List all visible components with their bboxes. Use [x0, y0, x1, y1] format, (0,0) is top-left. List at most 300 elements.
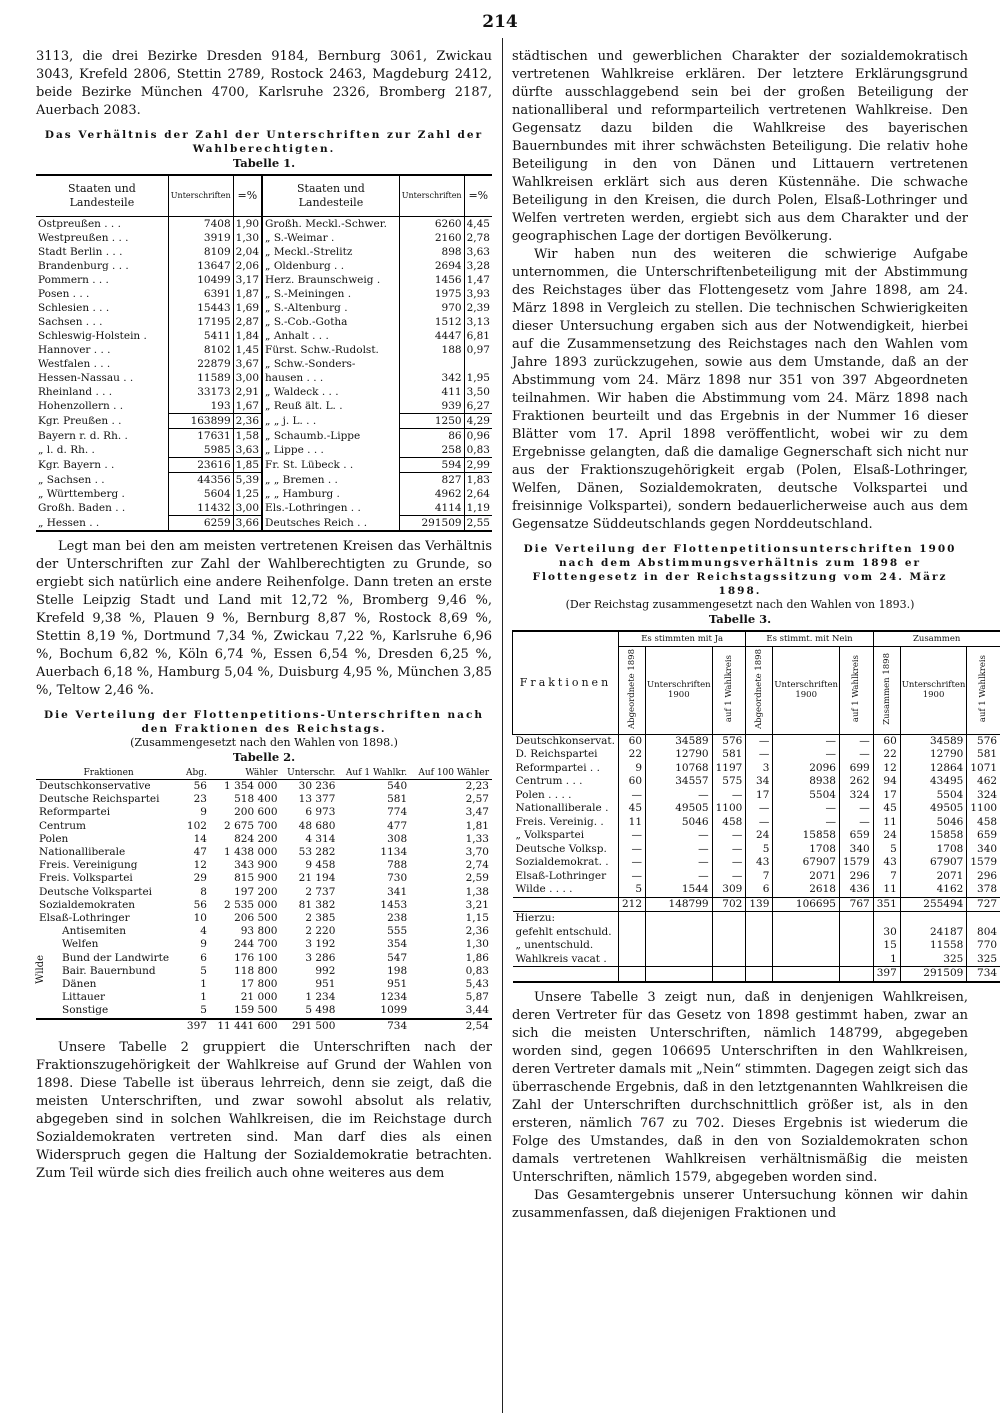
state-name: „ S.-Cob.-Gotha	[262, 315, 399, 329]
t3-cell: —	[746, 816, 773, 830]
t3-final-cell: 397	[873, 967, 900, 982]
t3-cell: Polen . . . .	[515, 788, 572, 801]
table-row	[36, 399, 492, 414]
t3-cell: 11	[873, 883, 900, 897]
t3-empty-cell	[712, 926, 746, 940]
state-name: Fr. St. Lübeck . .	[262, 458, 399, 473]
t3-sub-abg-2: Abgeordnete 1898	[754, 649, 765, 729]
state-name: Rheinland . . .	[38, 386, 113, 398]
t3-empty-cell	[839, 939, 873, 953]
t3-cell: Wahlkreis vacat .	[515, 952, 607, 965]
t3-cell: 22	[873, 748, 900, 762]
t3-cell: 60	[618, 775, 645, 789]
t2-cell: Dänen	[62, 978, 97, 991]
signatures: 6260	[399, 217, 464, 232]
state-name: „ Schw.-Sonders-	[262, 357, 399, 371]
t3-cell: 378	[967, 883, 1000, 897]
state-name: Brandenburg . . .	[38, 260, 129, 272]
t2-cell: 5,87	[465, 991, 489, 1004]
t3-cell: —	[712, 856, 746, 870]
state-name: hausen . . .	[262, 371, 399, 385]
intro-paragraph: 3113, die drei Bezirke Dresden 9184, Bernburg 3061, Zwickau 3043, Krefeld 2806, Stettin 2789, Rostock 2463, Magdeburg 2412, beide Bezirke München 4700, Karlsruhe 2326, Bromberg 2187, Auerbach 2083.	[36, 49, 492, 118]
table-row	[513, 802, 1000, 816]
table-row	[36, 357, 492, 371]
table-row	[513, 816, 1000, 830]
t3-empty-cell	[873, 912, 900, 926]
t3-empty-cell	[773, 912, 840, 926]
table-row	[36, 287, 492, 301]
t3-cell: 12	[873, 762, 900, 776]
t3-sum-cell: 702	[712, 897, 746, 912]
t2-cell: 197 200	[234, 885, 278, 898]
table-row	[36, 952, 492, 965]
t3-empty-cell	[618, 939, 645, 953]
percent: 1,47	[464, 273, 492, 287]
signatures: 6391	[168, 287, 233, 301]
t3-cell: 24	[746, 829, 773, 843]
t3-cell: 659	[839, 829, 873, 843]
state-name: Stadt Berlin . . .	[38, 246, 123, 258]
state-name: „ „ j. L. . .	[262, 414, 399, 429]
percent: 6,27	[464, 399, 492, 414]
state-name: „ Waldeck . . .	[262, 385, 399, 399]
t2-cell: 1	[200, 978, 207, 991]
t3-cell: 5504	[900, 789, 967, 803]
table3-caption: Die Verteilung der Flottenpetitionsunterschriften 1900 nach dem Abstimmungsverhältnis zum 1898 er Flottengesetz in der Reichstagssitzung vom 24. März 1898.	[523, 543, 957, 597]
table2-subtitle: (Zusammengesetzt nach den Wahlen von 1898.)	[130, 736, 398, 749]
signatures: 11589	[168, 371, 233, 385]
t3-cell: —	[839, 816, 873, 830]
t2-cell: 581	[387, 793, 408, 806]
t3-cell: 94	[873, 775, 900, 789]
t3-cell: —	[646, 789, 713, 803]
t2-cell: 2,74	[465, 859, 489, 872]
signatures: 970	[399, 301, 464, 315]
t3-empty-cell	[900, 912, 967, 926]
t2-cell: 102	[186, 819, 207, 832]
t3-empty-cell	[618, 926, 645, 940]
t2-header: Fraktionen	[36, 768, 181, 780]
t3-sub-auf-3: auf 1 Wahlkreis	[978, 655, 989, 723]
table-row	[513, 856, 1000, 870]
t3-empty-cell	[712, 912, 746, 926]
t3-cell: 340	[839, 843, 873, 857]
t2-cell: Antisemiten Wilde	[35, 925, 127, 985]
state-name: Herz. Braunschweig .	[262, 273, 399, 287]
percent: 2,99	[464, 458, 492, 473]
t2-cell: 951	[315, 978, 336, 991]
signatures: 1975	[399, 287, 464, 301]
t3-cell: —	[712, 843, 746, 857]
table-row	[36, 1004, 492, 1018]
table-row	[36, 846, 492, 859]
t2-cell: 1 234	[305, 991, 336, 1004]
t2-cell: 2,59	[465, 872, 489, 885]
percent	[464, 357, 492, 371]
t3-cell: 576	[967, 734, 1000, 748]
state-name: „ Hessen . .	[38, 516, 100, 529]
t3-cell: „ Volkspartei	[515, 829, 585, 842]
t2-cell: 176 100	[234, 951, 278, 964]
state-name: Schleswig-Holstein .	[38, 330, 147, 342]
t2-cell: 1,15	[465, 912, 489, 925]
table-row	[36, 938, 492, 951]
signatures: 2160	[399, 231, 464, 245]
t2-cell: 2 737	[305, 885, 336, 898]
t3-empty-cell	[712, 967, 746, 982]
percent: 1,19	[464, 501, 492, 516]
t3-cell: —	[746, 802, 773, 816]
percent: 3,13	[464, 315, 492, 329]
signatures: 17195	[168, 315, 233, 329]
state-name: Schlesien . . .	[38, 302, 110, 314]
t3-cell: 15	[873, 939, 900, 953]
t2-cell: 1,38	[465, 885, 489, 898]
state-name: Deutsches Reich . .	[262, 516, 399, 532]
percent: 2,04	[233, 245, 262, 259]
t3-cell: 1544	[646, 883, 713, 897]
t3-sub-unt-1: Unterschriften 1900	[646, 647, 713, 735]
t2-cell: Bair. Bauernbund	[62, 964, 156, 977]
signatures: 4962	[399, 487, 464, 501]
t2-cell: 5	[200, 964, 207, 977]
t2-cell: 1,81	[465, 819, 489, 832]
t3-cell: —	[618, 870, 645, 884]
percent: 1,58	[233, 429, 262, 444]
t3-cell: 1071	[967, 762, 1000, 776]
percent: 0,83	[464, 443, 492, 458]
t2-cell: 3,44	[465, 1004, 489, 1017]
signatures: 8109	[168, 245, 233, 259]
signatures: 10499	[168, 273, 233, 287]
t2-cell: 1,86	[465, 951, 489, 964]
t3-empty-cell	[646, 912, 713, 926]
t3-cell: 325	[900, 953, 967, 967]
t2-cell: 5	[200, 1004, 207, 1017]
signatures: 1250	[399, 414, 464, 429]
t2-cell: Welfen	[62, 938, 99, 951]
t3-empty-cell	[839, 967, 873, 982]
table-row	[36, 414, 492, 429]
t3-cell: 262	[839, 775, 873, 789]
table-row	[36, 965, 492, 978]
paragraph-summary: Das Gesamtergebnis unserer Untersuchung können wir dahin zusammenfassen, daß diejenigen Fraktionen und	[512, 1187, 968, 1221]
t3-cell: —	[746, 748, 773, 762]
table-row	[513, 953, 1000, 967]
t2-header: Auf 100 Wähler	[410, 768, 492, 780]
t3-header-ja: Es stimmten mit Ja	[618, 631, 745, 647]
t2-cell: 774	[387, 806, 408, 819]
t3-cell: 45	[873, 802, 900, 816]
t3-cell: —	[839, 748, 873, 762]
table-1	[36, 174, 492, 532]
t2-cell: 3,21	[465, 898, 489, 911]
state-name: „ Anhalt . . .	[262, 329, 399, 343]
percent: 4,29	[464, 414, 492, 429]
t2-cell: 477	[387, 819, 408, 832]
t3-final-cell: 734	[967, 967, 1000, 982]
t3-cell: 2071	[900, 870, 967, 884]
state-name: Pommern . . .	[38, 274, 109, 286]
t2-cell: 200 600	[234, 806, 278, 819]
t2-cell: Sozialdemokraten	[39, 898, 136, 911]
t3-empty-cell	[618, 953, 645, 967]
signatures: 5985	[168, 443, 233, 458]
t2-cell: 5,43	[465, 978, 489, 991]
t2-cell: Deutsche Reichspartei	[39, 793, 160, 806]
t2-cell: 2 385	[305, 912, 336, 925]
state-name: Ostpreußen . . .	[38, 218, 121, 230]
state-name: „ „ Bremen . .	[262, 473, 399, 488]
page-number: 214	[482, 12, 518, 32]
t3-cell: 6	[746, 883, 773, 897]
table-row	[36, 912, 492, 925]
state-name: Kgr. Preußen . .	[38, 415, 122, 427]
t2-total-cell: 2,54	[410, 1019, 492, 1033]
t2-cell: 4 314	[305, 832, 336, 845]
t3-final-cell: 291509	[900, 967, 967, 982]
t2-cell: 10	[193, 912, 207, 925]
t3-cell: —	[618, 829, 645, 843]
percent: 2,78	[464, 231, 492, 245]
signatures: 11432	[168, 501, 233, 516]
t2-cell: 206 500	[234, 912, 278, 925]
percent: 2,87	[233, 315, 262, 329]
paragraph-table2-commentary: Unsere Tabelle 2 gruppiert die Unterschriften nach der Fraktionszugehörigkeit der Wahlkreise auf Grund der Wahlen von 1898. Diese Tabelle ist überaus lehrreich, denn sie zeigt, daß die meisten Unterschriften, und zwar sowohl absolut als relativ, abgegeben sind in solchen Wahlkreisen, die im Reichstage durch Sozialdemokraten vertreten sind. Man darf dies als einen Widerspruch gegen die Haltung der Sozialdemokratie betrachten. Zum Teil würde sich dies freilich auch ohne weiteres aus dem	[36, 1039, 492, 1181]
t3-cell: 4162	[900, 883, 967, 897]
t3-empty-cell	[746, 953, 773, 967]
percent: 5,39	[233, 473, 262, 488]
t3-cell: Sozialdemokrat. .	[515, 856, 609, 869]
t3-cell: „ unentschuld.	[515, 939, 594, 952]
table-row	[36, 231, 492, 245]
t2-cell: 824 200	[234, 832, 278, 845]
t3-cell: 575	[712, 775, 746, 789]
t3-cell: 296	[967, 870, 1000, 884]
percent: 0,97	[464, 343, 492, 357]
t3-cell: 12864	[900, 762, 967, 776]
signatures: 4447	[399, 329, 464, 343]
t3-cell: 5046	[900, 816, 967, 830]
t2-cell: 56	[193, 780, 207, 792]
t2-cell: 6	[200, 951, 207, 964]
wilde-group-label: Wilde	[35, 955, 46, 985]
t2-cell: 540	[387, 780, 408, 792]
table-row	[36, 429, 492, 444]
table-row	[36, 859, 492, 872]
t3-cell: Reformpartei . .	[515, 761, 600, 774]
table-row	[36, 443, 492, 458]
table-row	[513, 883, 1000, 897]
state-name: „ Schaumb.-Lippe	[262, 429, 399, 444]
t2-cell: 6 973	[305, 806, 336, 819]
t3-cell: 30	[873, 926, 900, 940]
t3-empty-cell	[773, 967, 840, 982]
t2-cell: 4	[200, 925, 207, 938]
t2-cell: 93 800	[240, 925, 278, 938]
signatures	[399, 357, 464, 371]
signatures: 188	[399, 343, 464, 357]
percent: 2,64	[464, 487, 492, 501]
table-row	[513, 734, 1000, 748]
table-row	[36, 473, 492, 488]
table-row	[513, 939, 1000, 953]
table-row	[36, 371, 492, 385]
t2-cell: 951	[387, 978, 408, 991]
t2-cell: Deutschkonservative	[39, 780, 151, 792]
table-row	[36, 329, 492, 343]
percent: 3,17	[233, 273, 262, 287]
t2-cell: 81 382	[298, 898, 336, 911]
t3-empty-cell	[773, 939, 840, 953]
t1-header-state-2: Staaten und Landesteile	[262, 175, 399, 217]
t3-cell: 581	[712, 748, 746, 762]
table-row	[513, 775, 1000, 789]
t3-cell: —	[618, 856, 645, 870]
signatures: 827	[399, 473, 464, 488]
t2-cell: 815 900	[234, 872, 278, 885]
t3-cell: —	[773, 802, 840, 816]
t3-empty-cell	[839, 953, 873, 967]
t3-cell: Wilde . . . .	[515, 883, 573, 896]
t3-cell: 34589	[646, 734, 713, 748]
t2-cell: 48 680	[298, 819, 336, 832]
t2-cell: 2,57	[465, 793, 489, 806]
table-row	[36, 343, 492, 357]
t2-cell: 341	[387, 885, 408, 898]
table-row	[513, 843, 1000, 857]
percent: 3,00	[233, 501, 262, 516]
t2-cell: 547	[387, 951, 408, 964]
t3-empty-cell	[746, 912, 773, 926]
signatures: 5411	[168, 329, 233, 343]
t3-cell: 1579	[839, 856, 873, 870]
t3-sum-cell: 255494	[900, 897, 967, 912]
state-name: „ S.-Weimar .	[262, 231, 399, 245]
table-final-row	[513, 967, 1000, 982]
t3-cell: —	[712, 789, 746, 803]
signatures: 13647	[168, 259, 233, 273]
t3-cell: 43	[746, 856, 773, 870]
t2-cell: Nationalliberale	[39, 846, 126, 859]
table2-body	[36, 780, 492, 1033]
state-name: Hessen-Nassau . .	[38, 372, 134, 384]
table-row	[36, 273, 492, 287]
t3-cell: Centrum . . .	[515, 775, 583, 788]
t3-cell: 2071	[773, 870, 840, 884]
t3-empty-cell	[646, 939, 713, 953]
t3-cell: 340	[967, 843, 1000, 857]
state-name: „ l. d. Rh. .	[38, 444, 95, 457]
t3-header-fraktionen: Fraktionen	[513, 631, 619, 734]
t2-cell: 992	[315, 964, 336, 977]
signatures: 2694	[399, 259, 464, 273]
t3-cell: 11	[618, 816, 645, 830]
left-column	[36, 48, 492, 1183]
t3-cell: 458	[967, 816, 1000, 830]
t2-cell: 9	[200, 806, 207, 819]
t3-cell: 1	[873, 953, 900, 967]
t3-cell: 296	[839, 870, 873, 884]
percent: 1,69	[233, 301, 262, 315]
t3-cell: 1197	[712, 762, 746, 776]
percent: 1,87	[233, 287, 262, 301]
t2-cell: 1099	[380, 1004, 408, 1017]
table-2	[36, 768, 492, 1033]
t3-sum-cell: 148799	[646, 897, 713, 912]
t3-cell: —	[773, 748, 840, 762]
t3-cell: 1708	[773, 843, 840, 857]
t3-cell: 2618	[773, 883, 840, 897]
t2-cell: 1,33	[465, 832, 489, 845]
state-name: „ Reuß ält. L. .	[262, 399, 399, 414]
t3-empty-cell	[746, 926, 773, 940]
t2-cell: 244 700	[234, 938, 278, 951]
t3-cell: —	[646, 870, 713, 884]
t2-cell: 14	[193, 832, 207, 845]
t3-sub-abg-1: Abgeordnete 1898	[626, 649, 637, 729]
t2-cell: 9 458	[305, 859, 336, 872]
table-row	[36, 301, 492, 315]
t3-cell: 1100	[967, 802, 1000, 816]
t2-cell: Deutsche Volkspartei	[39, 885, 153, 898]
signatures: 193	[168, 399, 233, 414]
t2-cell: 5 498	[305, 1004, 336, 1017]
table-row	[36, 991, 492, 1004]
state-name: Großh. Meckl.-Schwer.	[262, 217, 399, 232]
t2-cell: 1 354 000	[224, 780, 278, 792]
table-row	[36, 886, 492, 899]
percent: 1,30	[233, 231, 262, 245]
t3-cell: D. Reichspartei	[515, 748, 598, 761]
t3-cell: 770	[967, 939, 1000, 953]
t2-cell: 238	[387, 912, 408, 925]
signatures: 163899	[168, 414, 233, 429]
t2-cell: Bund der Landwirte	[62, 951, 170, 964]
signatures: 898	[399, 245, 464, 259]
t2-cell: 30 236	[298, 780, 336, 792]
paragraph-continuation: städtischen und gewerblichen Charakter der sozialdemokratisch vertretenen Wahlkreise erklären. Der letztere Erklärungsgrund dürfte ausschlaggebend sein bei der großen Beteiligung der nationalliberal und reformparteilich vertretenen Wahlkreise. Den Gegensatz dazu bilden die Wahlkreise des bayerischen Bauernbundes mit ihrer schwächsten Beteiligung. Die relativ hohe Beteiligung in den von Dänen und Littauern vertretenen Wahlkreisen erklärt sich aus deren Küstennähe. Die schwache Beteiligung in den Kreisen, die durch Polen, Elsaß-Lothringer und Welfen vertreten werden, ergiebt sich aus dem Charakter und der geographischen Lage der dortigen Bevölkerung.	[512, 49, 968, 244]
t3-cell: 12790	[900, 748, 967, 762]
t2-cell: 2 675 700	[224, 819, 278, 832]
t3-sum-cell: 106695	[773, 897, 840, 912]
t2-cell: 29	[193, 872, 207, 885]
state-name: Bayern r. d. Rh. .	[38, 429, 128, 442]
signatures: 1456	[399, 273, 464, 287]
t3-cell: Freis. Vereinig. .	[515, 815, 604, 828]
table-row	[36, 925, 492, 938]
t2-cell: 13 377	[298, 793, 336, 806]
t2-cell: 2 220	[305, 925, 336, 938]
t3-cell: Elsaß-Lothringer	[515, 869, 607, 882]
t3-sub-unt-3: Unterschriften 1900	[900, 647, 967, 735]
t3-empty-cell	[513, 967, 619, 982]
state-name: Fürst. Schw.-Rudolst.	[262, 343, 399, 357]
t3-cell: 43495	[900, 775, 967, 789]
t2-cell: Freis. Volkspartei	[39, 872, 133, 885]
t3-cell: 11	[873, 816, 900, 830]
t3-sum-cell: 139	[746, 897, 773, 912]
t2-cell: 555	[387, 925, 408, 938]
t3-empty-cell	[773, 926, 840, 940]
t3-cell: 5504	[773, 789, 840, 803]
t3-cell: 10768	[646, 762, 713, 776]
state-name: „ Sachsen . .	[38, 473, 105, 486]
t3-cell: 7	[746, 870, 773, 884]
t2-cell: 3 192	[305, 938, 336, 951]
t2-cell: 56	[193, 898, 207, 911]
table-row	[36, 899, 492, 912]
